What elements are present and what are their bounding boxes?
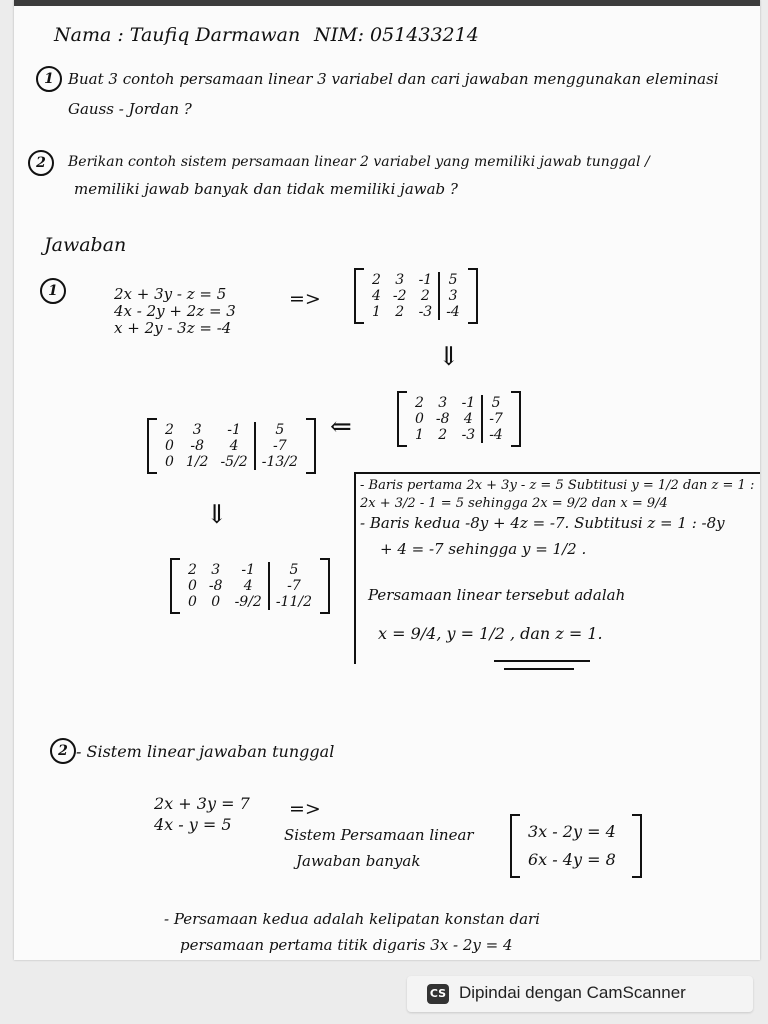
camscanner-watermark	[407, 976, 753, 1012]
camscanner-label: Dipindai dengan CamScanner	[459, 983, 686, 1002]
matrix-entry: 2	[415, 395, 424, 411]
question-1-line-2: Gauss - Jordan ?	[68, 100, 192, 118]
scanned-page	[14, 0, 760, 960]
matrix-entry: 4	[229, 438, 239, 454]
matrix-entry: 3	[211, 562, 221, 578]
note-line-2: 2x + 3/2 - 1 = 5 sehingga 2x = 9/2 dan x = 9/4	[360, 496, 668, 511]
system-equation-3: x + 2y - 3z = -4	[114, 319, 232, 337]
matrix-entry: -3	[418, 304, 433, 320]
matrix-entry: -8	[190, 438, 204, 454]
part-2-heading: - Sistem linear jawaban tunggal	[76, 742, 335, 761]
augmented-matrix-3	[159, 422, 304, 470]
matrix-bracket	[170, 558, 180, 614]
student-name: Nama : Taufiq Darmawan	[54, 24, 301, 46]
matrix-entry: 0	[188, 594, 197, 610]
matrix-entry: 1	[415, 427, 424, 443]
note-line-4: + 4 = -7 sehingga y = 1/2 .	[380, 540, 587, 558]
question-1-number: 1	[36, 66, 62, 92]
matrix-entry: 4	[372, 288, 381, 304]
matrix-entry: 3	[192, 422, 202, 438]
down-arrow-2: ⇓	[206, 500, 228, 530]
question-2-line-1: Berikan contoh sistem persamaan linear 2 variabel yang memiliki jawab tunggal /	[68, 154, 650, 170]
camscanner-logo-icon: CS	[427, 984, 449, 1004]
tunggal-equation-1: 2x + 3y = 7	[154, 794, 250, 813]
matrix-entry: -4	[482, 427, 509, 443]
matrix-entry: 2	[372, 272, 381, 288]
matrix-entry: 4	[243, 578, 253, 594]
matrix-entry: -1	[227, 422, 241, 438]
matrix-bracket	[511, 391, 521, 447]
banyak-equation-2: 6x - 4y = 8	[528, 850, 616, 869]
question-2-number: 2	[28, 150, 54, 176]
matrix-entry: -2	[392, 288, 407, 304]
matrix-entry: -9/2	[234, 594, 262, 610]
note-line-3: - Baris kedua -8y + 4z = -7. Subtitusi z = 1 : -8y	[360, 514, 725, 532]
matrix-bracket	[632, 814, 642, 878]
matrix-entry: 5	[255, 422, 304, 438]
matrix-entry: -13/2	[255, 454, 304, 470]
matrix-entry: 1	[372, 304, 381, 320]
matrix-entry: 0	[415, 411, 424, 427]
matrix-entry: -7	[269, 578, 318, 594]
implies-arrow: =>	[289, 288, 321, 310]
matrix-bracket	[320, 558, 330, 614]
matrix-entry: 4	[463, 411, 473, 427]
matrix-entry: 5	[482, 395, 509, 411]
label-line-2: Jawaban banyak	[296, 852, 421, 870]
matrix-entry: -1	[241, 562, 256, 578]
question-2-line-2: memiliki jawab banyak dan tidak memiliki jawab ?	[74, 180, 458, 198]
student-nim: NIM: 051433214	[314, 24, 479, 46]
matrix-entry: 2	[165, 422, 174, 438]
matrix-1-left-bracket	[354, 268, 364, 324]
matrix-entry: 2	[188, 562, 197, 578]
matrix-entry: -4	[439, 304, 466, 320]
matrix-entry: 3	[395, 272, 405, 288]
matrix-entry: 5	[269, 562, 318, 578]
underline-1	[494, 660, 590, 662]
matrix-entry: 0	[165, 454, 174, 470]
augmented-matrix-4	[182, 562, 318, 610]
tunggal-equation-2: 4x - y = 5	[154, 815, 232, 834]
matrix-entry: -1	[461, 395, 476, 411]
matrix-entry: 0	[211, 594, 221, 610]
matrix-entry: -11/2	[269, 594, 318, 610]
question-1-line-1: Buat 3 contoh persamaan linear 3 variabel dan cari jawaban menggunakan eleminasi	[68, 70, 719, 88]
system-equation-2: 4x - 2y + 2z = 3	[114, 302, 236, 320]
matrix-bracket	[147, 418, 157, 474]
matrix-entry: 3	[438, 395, 448, 411]
part-2-note-line-1: - Persamaan kedua adalah kelipatan konstan dari	[164, 910, 540, 928]
answer-1-number: 1	[40, 278, 66, 304]
augmented-matrix-1	[366, 272, 466, 320]
matrix-entry: -8	[435, 411, 450, 427]
matrix-entry: 2	[420, 288, 430, 304]
matrix-entry: 2	[395, 304, 405, 320]
label-line-1: Sistem Persamaan linear	[284, 826, 474, 844]
part-2-implies: =>	[289, 798, 321, 820]
banyak-equation-1: 3x - 2y = 4	[528, 822, 616, 841]
matrix-bracket	[510, 814, 520, 878]
matrix-bracket	[306, 418, 316, 474]
matrix-entry: 2	[438, 427, 448, 443]
down-arrow-1: ⇓	[438, 342, 460, 372]
matrix-entry: -1	[418, 272, 433, 288]
page-top-edge	[14, 0, 760, 6]
matrix-entry: -7	[482, 411, 509, 427]
matrix-bracket	[397, 391, 407, 447]
matrix-entry: -7	[255, 438, 304, 454]
matrix-entry: 0	[188, 578, 197, 594]
matrix-entry: -3	[461, 427, 476, 443]
matrix-entry: 5	[439, 272, 466, 288]
banyak-system	[522, 818, 622, 874]
answer-heading: Jawaban	[44, 234, 127, 256]
augmented-matrix-2	[409, 395, 509, 443]
matrix-entry: -8	[208, 578, 223, 594]
answer-2-number: 2	[50, 738, 76, 764]
part-2-note-line-2: persamaan pertama titik digaris 3x - 2y = 4	[180, 936, 513, 954]
matrix-entry: 1/2	[185, 454, 209, 470]
matrix-entry: 3	[439, 288, 466, 304]
left-arrow: ⇐	[330, 412, 352, 442]
conclusion-line-2: x = 9/4, y = 1/2 , dan z = 1.	[378, 624, 603, 643]
note-line-1: - Baris pertama 2x + 3y - z = 5 Subtitusi y = 1/2 dan z = 1 :	[360, 478, 755, 493]
conclusion-line-1: Persamaan linear tersebut adalah	[368, 586, 626, 604]
matrix-entry: 0	[165, 438, 174, 454]
matrix-1-right-bracket	[468, 268, 478, 324]
system-equation-1: 2x + 3y - z = 5	[114, 285, 227, 303]
underline-2	[504, 668, 574, 670]
matrix-entry: -5/2	[220, 454, 248, 470]
